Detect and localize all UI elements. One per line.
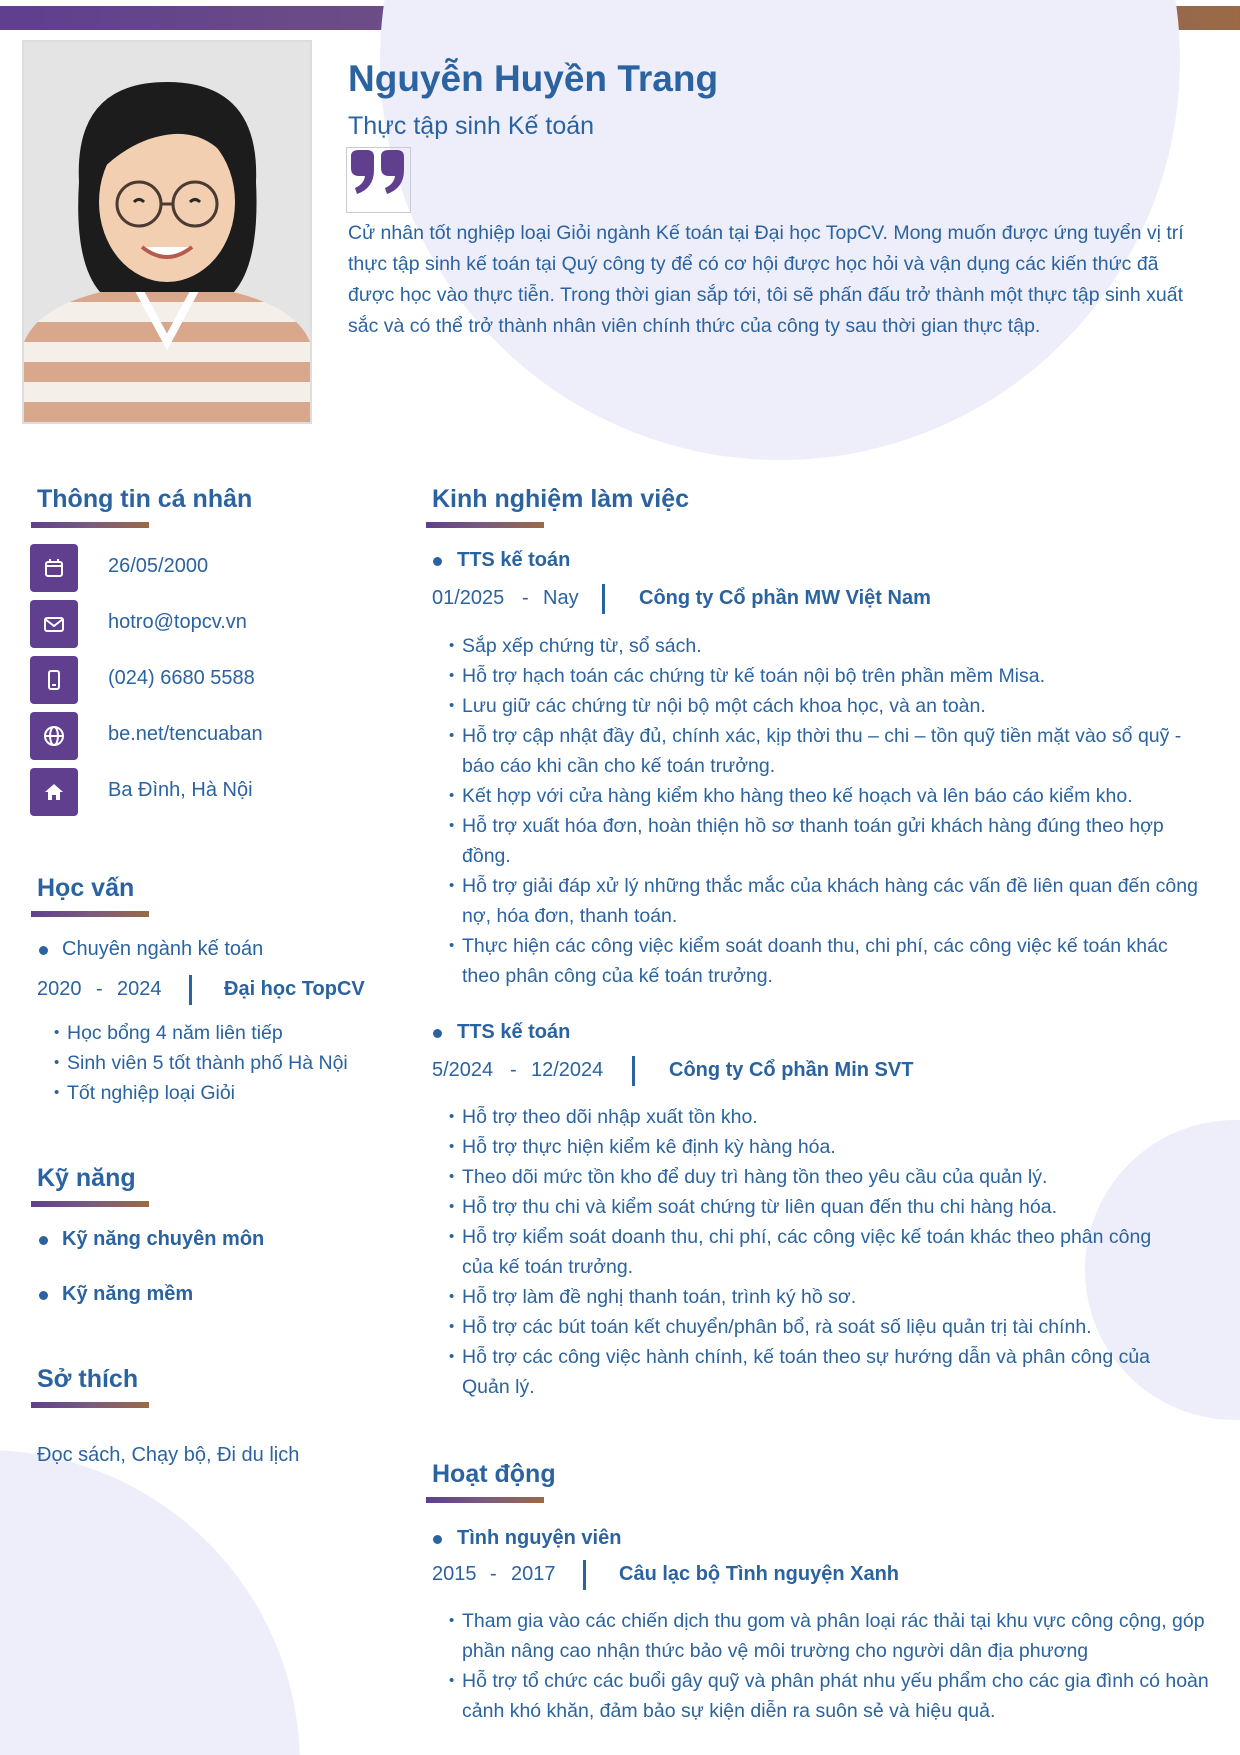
education-divider	[189, 975, 192, 1005]
job-date-sep: -	[510, 1059, 517, 1081]
job-tasks	[449, 1102, 1179, 1402]
activity-end: 2017	[511, 1563, 556, 1585]
bullet-dot	[433, 1029, 442, 1038]
bullet-dot	[39, 1291, 48, 1300]
education-date-sep: -	[96, 978, 103, 1000]
bullet-dot	[39, 946, 48, 955]
phone-text[interactable]: (024) 6680 5588	[108, 667, 255, 689]
address-text: Ba Đình, Hà Nội	[108, 779, 253, 801]
job-company: Công ty Cổ phần MW Việt Nam	[639, 587, 931, 609]
info-row-email	[30, 600, 370, 648]
personal-info-title: Thông tin cá nhân	[37, 485, 253, 513]
job-start: 5/2024	[432, 1059, 494, 1081]
hobbies-title: Sở thích	[37, 1365, 139, 1393]
skills-title: Kỹ năng	[37, 1164, 136, 1192]
list-item: • Hỗ trợ theo dõi nhập xuất tồn kho.	[449, 1102, 1179, 1132]
job-tasks	[449, 631, 1209, 991]
candidate-name: Nguyễn Huyền Trang	[348, 58, 719, 99]
job-start: 01/2025	[432, 587, 505, 609]
list-item: • Hỗ trợ làm đề nghị thanh toán, trình ký hồ sơ.	[449, 1282, 1179, 1312]
job-end: Nay	[543, 587, 579, 609]
job-divider	[602, 584, 605, 614]
activity-role: Tình nguyện viên	[457, 1527, 622, 1549]
calendar-icon	[30, 544, 78, 592]
job-position: TTS kế toán	[457, 549, 571, 571]
career-summary: Cử nhân tốt nghiệp loại Giỏi ngành Kế toán tại Đại học TopCV. Mong muốn được ứng tuyển vị trí thực tập sinh kế toán tại Quý công ty để có cơ hội được học hỏi và vận dụng các kiến thức đã được học vào thực tiễn. Trong thời gian sắp tới, tôi sẽ phấn đấu trở thành một thực tập sinh xuất sắc và có thể trở thành nhân viên chính thức của công ty sau thời gian thực tập.	[348, 222, 1184, 337]
list-item: • Hỗ trợ thực hiện kiểm kê định kỳ hàng hóa.	[449, 1132, 1179, 1162]
email-text[interactable]: hotro@topcv.vn	[108, 611, 247, 633]
list-item: • Theo dõi mức tồn kho để duy trì hàng tồn theo yêu cầu của quản lý.	[449, 1162, 1179, 1192]
job-end: 12/2024	[531, 1059, 604, 1081]
list-item: • Học bổng 4 năm liên tiếp	[54, 1018, 374, 1048]
mail-icon	[30, 600, 78, 648]
list-item: • Thực hiện các công việc kiểm soát doanh thu, chi phí, các công việc kế toán khác theo phân công của kế toán trưởng.	[449, 931, 1209, 991]
hobbies-text: Đọc sách, Chạy bộ, Đi du lịch	[37, 1444, 300, 1466]
education-details	[54, 1018, 374, 1108]
list-item: • Hỗ trợ cập nhật đầy đủ, chính xác, kịp thời thu – chi – tồn quỹ tiền mặt vào sổ quỹ - báo cáo khi cần cho kế toán trưởng.	[449, 721, 1209, 781]
list-item: • Sinh viên 5 tốt thành phố Hà Nội	[54, 1048, 374, 1078]
activity-tasks	[449, 1606, 1209, 1726]
home-icon	[30, 768, 78, 816]
activity-start: 2015	[432, 1563, 477, 1585]
info-row-phone	[30, 656, 370, 704]
bullet-dot	[433, 1535, 442, 1544]
list-item: • Tốt nghiệp loại Giỏi	[54, 1078, 374, 1108]
hobbies-underline	[31, 1402, 149, 1408]
experience-underline	[426, 522, 544, 528]
personal-info-underline	[31, 522, 149, 528]
globe-icon	[30, 712, 78, 760]
job-position: TTS kế toán	[457, 1021, 571, 1043]
phone-icon	[30, 656, 78, 704]
activity-org: Câu lạc bộ Tình nguyện Xanh	[619, 1563, 900, 1585]
info-row-website	[30, 712, 370, 760]
list-item: • Hỗ trợ các bút toán kết chuyển/phân bổ, rà soát số liệu quản trị tài chính.	[449, 1312, 1179, 1342]
job-date-sep: -	[522, 587, 529, 609]
education-school: Đại học TopCV	[224, 978, 365, 1000]
skill-item: Kỹ năng mềm	[62, 1283, 194, 1305]
list-item: • Hỗ trợ hạch toán các chứng từ kế toán nội bộ trên phần mềm Misa.	[449, 661, 1209, 691]
profile-photo	[24, 42, 310, 422]
job-title: Thực tập sinh Kế toán	[348, 112, 595, 140]
list-item: • Hỗ trợ kiểm soát doanh thu, chi phí, các công việc kế toán khác theo phân công của kế toán trưởng.	[449, 1222, 1179, 1282]
job-divider	[632, 1056, 635, 1086]
bullet-dot	[39, 1236, 48, 1245]
activities-title: Hoạt động	[432, 1460, 556, 1488]
list-item: • Kết hợp với cửa hàng kiểm kho hàng theo kế hoạch và lên báo cáo kiểm kho.	[449, 781, 1209, 811]
list-item: • Hỗ trợ giải đáp xử lý những thắc mắc của khách hàng các vấn đề liên quan đến công nợ, hóa đơn, thanh toán.	[449, 871, 1209, 931]
education-underline	[31, 911, 149, 917]
skills-underline	[31, 1201, 149, 1207]
list-item: • Tham gia vào các chiến dịch thu gom và phân loại rác thải tại khu vực công cộng, góp phần nâng cao nhận thức bảo vệ môi trường cho người dân địa phương	[449, 1606, 1209, 1666]
skill-item: Kỹ năng chuyên môn	[62, 1228, 265, 1250]
info-row-address	[30, 768, 370, 816]
activity-divider	[583, 1560, 586, 1590]
activities-underline	[426, 1497, 544, 1503]
education-start: 2020	[37, 978, 82, 1000]
quote-icon	[346, 147, 411, 213]
list-item: • Sắp xếp chứng từ, sổ sách.	[449, 631, 1209, 661]
education-major: Chuyên ngành kế toán	[62, 938, 264, 960]
education-title: Học vấn	[37, 874, 135, 902]
birthdate-text: 26/05/2000	[108, 555, 209, 577]
bullet-dot	[433, 557, 442, 566]
list-item: • Hỗ trợ xuất hóa đơn, hoàn thiện hồ sơ thanh toán gửi khách hàng đúng theo hợp đồng.	[449, 811, 1209, 871]
list-item: • Hỗ trợ các công việc hành chính, kế toán theo sự hướng dẫn và phân công của Quản lý.	[449, 1342, 1179, 1402]
info-row-birthdate	[30, 544, 370, 592]
list-item: • Lưu giữ các chứng từ nội bộ một cách khoa học, và an toàn.	[449, 691, 1209, 721]
website-text[interactable]: be.net/tencuaban	[108, 723, 263, 745]
portrait-icon	[24, 42, 310, 422]
job-company: Công ty Cổ phần Min SVT	[669, 1059, 914, 1081]
list-item: • Hỗ trợ tổ chức các buổi gây quỹ và phân phát nhu yếu phẩm cho các gia đình có hoàn cảnh khó khăn, đảm bảo sự kiện diễn ra suôn sẻ và hiệu quả.	[449, 1666, 1209, 1726]
list-item: • Hỗ trợ thu chi và kiểm soát chứng từ liên quan đến thu chi hàng hóa.	[449, 1192, 1179, 1222]
education-end: 2024	[117, 978, 162, 1000]
decor-circle-bottom-left	[0, 1450, 300, 1755]
activity-date-sep: -	[490, 1563, 497, 1585]
experience-title: Kinh nghiệm làm việc	[432, 485, 690, 513]
